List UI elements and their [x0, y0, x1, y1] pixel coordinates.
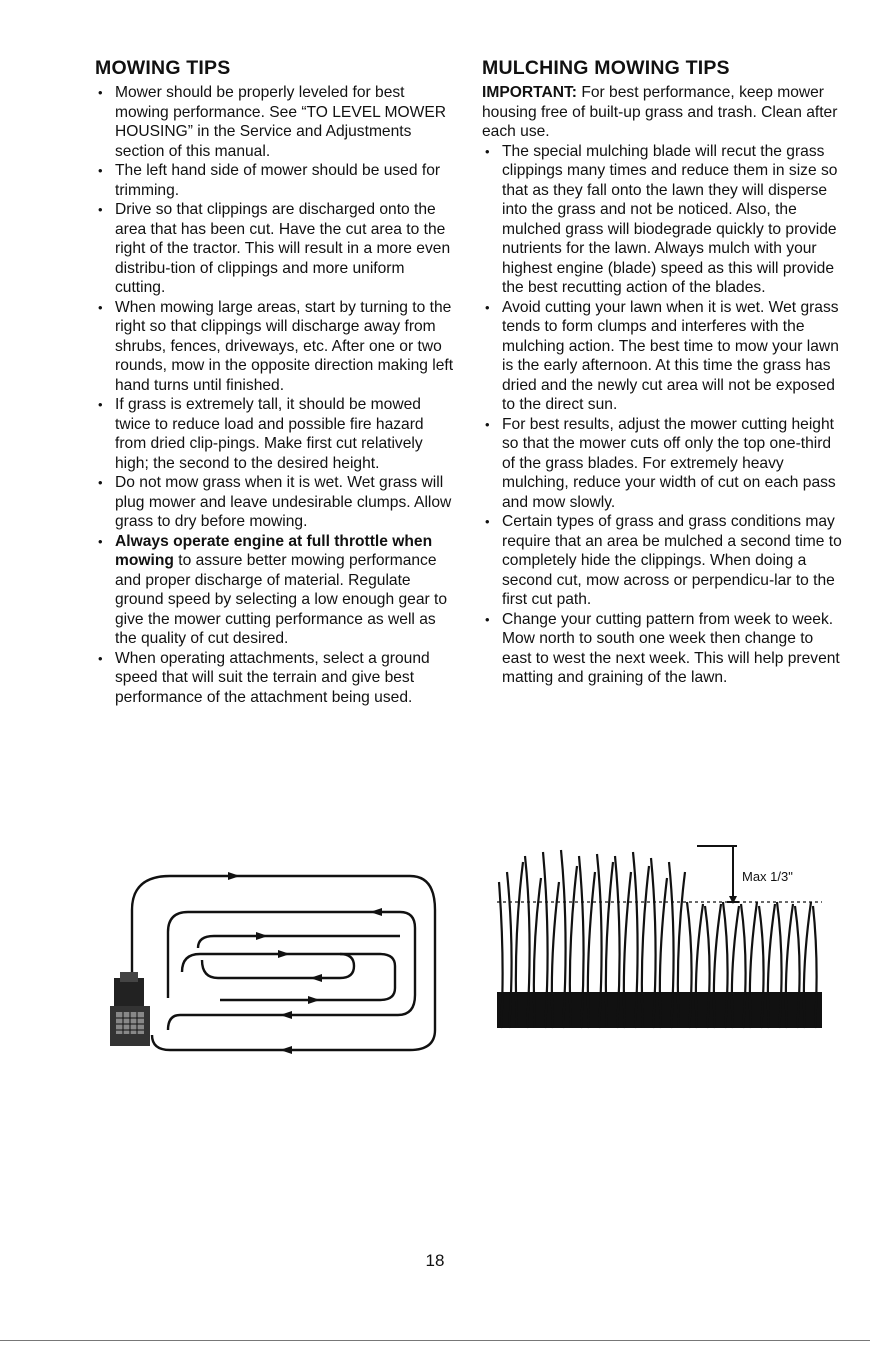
bottom-rule	[0, 1340, 870, 1341]
tip-text: Mower should be properly leveled for best mowing performance. See “TO LEVEL MOWER HOUSING” in the Service and Adjustments section of this manual.	[115, 84, 447, 160]
arrow-icon	[280, 1046, 292, 1054]
tractor-icon	[110, 972, 150, 1046]
arrow-icon	[280, 1011, 292, 1019]
arrow-icon	[370, 908, 382, 916]
bullet-icon: •	[485, 611, 490, 627]
bullet-icon: •	[98, 475, 103, 490]
tip-text: When operating attachments, select a ground speed that will suit the terrain and give best performance of the attachment being used.	[115, 649, 430, 706]
list-item	[95, 83, 455, 161]
list-item	[482, 512, 842, 610]
inner-path	[198, 936, 400, 948]
arrow-icon	[278, 950, 290, 958]
list-item	[482, 610, 842, 688]
mowing-tips-heading: MOWING TIPS	[95, 57, 231, 79]
mulching-tips-list	[482, 142, 842, 688]
mulching-tips-column	[482, 56, 842, 688]
height-bracket	[697, 846, 739, 902]
bullet-icon: •	[98, 397, 103, 412]
bullet-icon: •	[485, 143, 490, 159]
tip-text: Change your cutting pattern from week to week. Mow north to south one week then change to east to west the next week. This will help prevent matting and graining of the lawn.	[502, 610, 840, 686]
tip-text: When mowing large areas, start by turning to the right so that clippings will discharge away from shrubs, fences, driveways, etc. After one or two rounds, mow in the opposite direction making left hand turns until finished.	[115, 298, 454, 394]
full-throttle-warning: Always operate engine at full throttle when mowing	[115, 532, 433, 569]
tip-text: Drive so that clippings are discharged onto the area that has been cut. Have the cut area to the right of the tractor. This will result in a more even distribu-tion of clippings and more uniform cutting.	[115, 201, 451, 296]
bullet-icon: •	[98, 299, 103, 315]
page-number: 18	[425, 1251, 445, 1270]
arrow-icon	[310, 974, 322, 982]
important-label: IMPORTANT:	[482, 84, 577, 101]
bullet-icon: •	[98, 85, 103, 100]
important-note	[482, 83, 842, 142]
list-item	[95, 161, 455, 200]
bullet-icon: •	[98, 163, 103, 178]
mowing-pattern-drawing	[110, 870, 445, 1060]
arrow-icon	[228, 872, 240, 880]
bullet-icon: •	[485, 416, 490, 432]
arrow-icon	[256, 932, 268, 940]
mowing-tips-column	[95, 56, 455, 707]
tip-text: If grass is extremely tall, it should be mowed twice to reduce load and possible fire hazard from dried clip-pings. Make first cut relatively high; the second to the desired height.	[115, 396, 424, 472]
bullet-icon: •	[98, 202, 103, 217]
tip-text: Certain types of grass and grass conditions may require that an area be mulched a second time to completely hide the clippings. When doing a second cut, mow across or perpendicu-lar to the first cut path.	[502, 513, 842, 608]
list-item	[95, 649, 455, 708]
bullet-icon: •	[485, 514, 490, 529]
mowing-pattern-illustration	[110, 870, 445, 1060]
list-item	[482, 298, 842, 415]
tip-text: The left hand side of mower should be used for trimming.	[115, 162, 441, 199]
arrow-icon	[308, 996, 320, 1004]
list-item	[482, 142, 842, 298]
important-text: For best performance, keep mower housing free of built-up grass and trash. Clean after each use.	[482, 84, 838, 140]
list-item	[95, 473, 455, 532]
bullet-icon: •	[485, 299, 490, 315]
grass-cut-height-illustration	[497, 842, 837, 1032]
mowing-tips-list	[95, 83, 455, 707]
list-item	[482, 415, 842, 513]
bullet-icon: •	[98, 650, 103, 666]
mulching-tips-heading: MULCHING MOWING TIPS	[482, 57, 730, 79]
list-item	[95, 298, 455, 396]
tip-text: Avoid cutting your lawn when it is wet. Wet grass tends to form clumps and interferes with the mulching action. The best time to mow your lawn is the early afternoon. At this time the grass has dried and the newly cut area will not be exposed to the direct sun.	[502, 298, 839, 413]
list-item	[95, 395, 455, 473]
tip-text: For best results, adjust the mower cutting height so that the mower cuts off only the top one-third of the grass blades. For extremely heavy mulching, reduce your width of cut on each pass and mow slowly.	[502, 415, 836, 511]
list-item	[95, 200, 455, 298]
bullet-icon: •	[98, 533, 103, 549]
list-item	[95, 532, 455, 649]
tip-text: Do not mow grass when it is wet. Wet grass will plug mower and leave undesirable clumps. Allow grass to dry before mowing.	[115, 474, 452, 530]
max-cut-label: Max 1/3"	[742, 869, 793, 884]
tip-text: The special mulching blade will recut the grass clippings many times and reduce them in size so that as they fall onto the lawn they will disperse into the grass and not be noticed. Also, the mulched grass will biodegrade quickly to provide nutrients for the lawn. Always mulch with your highest engine (blade) speed as this will provide the best recutting action of the blades.	[502, 142, 838, 296]
tip-text: to assure better mowing performance and proper discharge of material. Regulate ground speed by selecting a low enough gear to give the mower cutting performance as well as the quality of cut desired.	[115, 552, 448, 647]
outer-path	[132, 876, 435, 1050]
